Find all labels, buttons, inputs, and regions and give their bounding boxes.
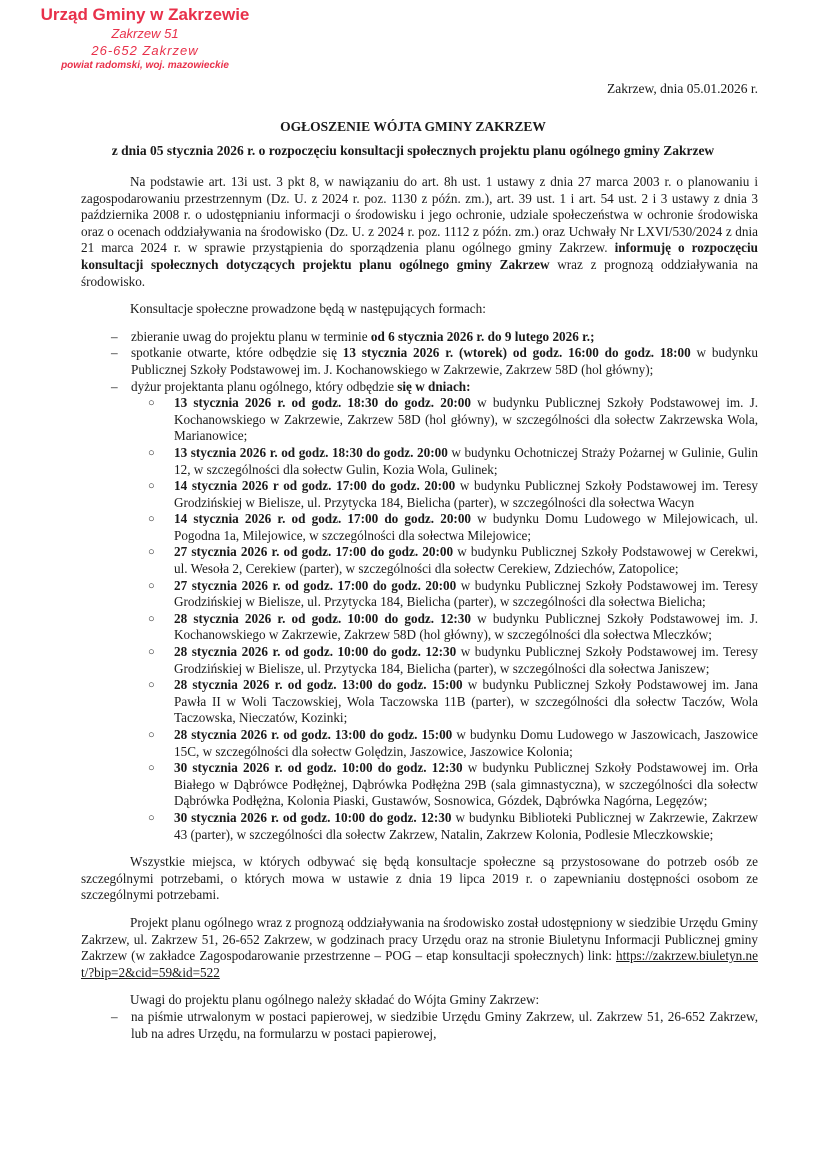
form-bold: 13 stycznia 2026 r. (wtorek) od godz. 16:00 do godz. 18:00 xyxy=(342,345,691,361)
duty-session-where: w budynku Publicznej Szkoły Podstawowej im. J. Kochanowskiego w Zakrzewie, Zakrzew 58D (hol główny), w szczególności dla sołectw Zakrzewska Wola, Marianowice; xyxy=(174,395,758,444)
duty-session-when: 27 stycznia 2026 r. od godz. 17:00 do godz. 20:00 xyxy=(174,577,457,593)
stamp-line-office: Urząd Gminy w Zakrzewie xyxy=(40,5,250,24)
duty-session-where: w budynku Domu Ludowego w Milejowicach, ul. Pogodna 1a, Milejowice, w szczególności dla sołectwa Milejowice; xyxy=(174,511,758,543)
duty-session-when: 28 stycznia 2026 r. od godz. 10:00 do godz. 12:30 xyxy=(174,644,457,660)
duty-session-when: 14 stycznia 2026 r. od godz. 17:00 do godz. 20:00 xyxy=(174,511,472,527)
duty-session-when: 27 stycznia 2026 r. od godz. 17:00 do godz. 20:00 xyxy=(174,544,454,560)
document-subtitle: z dnia 05 stycznia 2026 r. o rozpoczęciu konsultacji społecznych projektu planu ogólnego gminy Zakrzew xyxy=(111,143,715,158)
dash-bullet-icon: – xyxy=(111,345,118,361)
circle-bullet-icon: ○ xyxy=(148,446,155,459)
form-text: spotkanie otwarte, które odbędzie się xyxy=(131,345,343,361)
duty-session-where: w budynku Ochotniczej Straży Pożarnej w Gulinie, Gulin 12, w szczególności dla sołectw Gulin, Kozia Wola, Gulinek; xyxy=(174,444,758,477)
duty-session-item xyxy=(146,511,758,544)
comments-ways-list xyxy=(81,1009,758,1042)
form-text-post: w budynku Publicznej Szkoły Podstawowej im. J. Kochanowskiego w Zakrzewie, Zakrzew 58D (hol główny); xyxy=(131,345,758,377)
document-body xyxy=(81,174,758,1062)
bip-link[interactable]: https://zakrzew.biuletyn.net/?bip=2&cid=59&id=522 xyxy=(81,948,758,980)
duty-session-item xyxy=(146,760,758,810)
duty-session-where: w budynku Publicznej Szkoły Podstawowej im. Teresy Grodzińskiej w Bielisze, ul. Przytycka 184, Bielicha (parter), w szczególności dla sołectwa Bielicha; xyxy=(174,577,758,610)
comments-way-text: na piśmie utrwalonym w postaci papierowej, w siedzibie Urzędu Gminy Zakrzew, ul. Zakrzew 51, 26-652 Zakrzew, lub na adres Urzędu, na formularzu w postaci papierowej, xyxy=(131,1008,758,1041)
duty-session-item xyxy=(146,644,758,677)
stamp-line-region: powiat radomski, woj. mazowieckie xyxy=(61,60,229,71)
duty-session-where: w budynku Domu Ludowego w Jaszowicach, Jaszowice 15C, w szczególności dla sołectw Golędzin, Jaszowice, Jaszowice Kolonia; xyxy=(174,727,759,759)
duty-session-item xyxy=(146,611,758,644)
stamp-line-address: Zakrzew 51 xyxy=(111,26,179,41)
duty-session-item xyxy=(146,578,758,611)
duty-session-where: w budynku Publicznej Szkoły Podstawowej im. Teresy Grodzińskiej w Bielisze, ul. Przytycka 184, Bielicha (parter), w szczególności dla sołectwa Janiszew; xyxy=(174,644,758,676)
circle-bullet-icon: ○ xyxy=(148,397,155,410)
duty-session-item xyxy=(146,677,758,727)
forms-intro: Konsultacje społeczne prowadzone będą w następujących formach: xyxy=(130,301,486,317)
availability-paragraph xyxy=(81,915,758,981)
duty-session-item xyxy=(146,544,758,577)
duty-session-when: 30 stycznia 2026 r. od godz. 10:00 do godz. 12:30 xyxy=(174,760,463,776)
circle-bullet-icon: ○ xyxy=(148,679,155,692)
circle-bullet-icon: ○ xyxy=(148,579,155,592)
duty-session-when: 28 stycznia 2026 r. od godz. 13:00 do godz. 15:00 xyxy=(174,677,463,693)
circle-bullet-icon: ○ xyxy=(148,762,155,775)
form-bold: się w dniach: xyxy=(397,378,471,394)
duty-session-where: w budynku Publicznej Szkoły Podstawowej im. J. Kochanowskiego w Zakrzewie, Zakrzew 58D (hol główny), w szczególności dla sołectwa Mleczków; xyxy=(174,610,758,643)
circle-bullet-icon: ○ xyxy=(148,480,155,493)
duty-sessions-list xyxy=(131,395,758,843)
comments-intro: Uwagi do projektu planu ogólnego należy składać do Wójta Gminy Zakrzew: xyxy=(130,992,540,1008)
duty-session-when: 30 stycznia 2026 r. od godz. 10:00 do godz. 12:30 xyxy=(174,809,452,825)
duty-session-item xyxy=(146,445,758,478)
intro-bold-statement: informuję o rozpoczęciu konsultacji społecznych dotyczących projektu planu ogólnego gminy Zakrzew xyxy=(81,240,759,272)
circle-bullet-icon: ○ xyxy=(148,729,155,741)
header-area xyxy=(0,0,826,112)
form-text: dyżur projektanta planu ogólnego, który odbędzie xyxy=(131,378,398,394)
circle-bullet-icon: ○ xyxy=(148,513,155,526)
circle-bullet-icon: ○ xyxy=(148,546,155,559)
intro-text: Na podstawie art. 13i ust. 3 pkt 8, w nawiązaniu do art. 8h ust. 1 ustawy z dnia 27 marca 2003 r. o planowaniu i zagospodarowaniu przestrzennym (Dz. U. z 2024 r. poz. 1130 z późn. zm.), art. 39 ust. 1 i art. 54 ust. 2 i 3 ustawy z dnia 3 października 2008 r. o udostępnianiu informacji o środowisku i jego ochronie, udziale społeczeństwa w ochronie środowiska oraz o ocenach oddziaływania na środowisko (Dz. U. z 2024 r. poz. 1112 z późn. zm.) oraz Uchwały Nr LXVI/530/2024 z dnia 21 marca 2024 r. w sprawie przystąpienia do sporządzenia planu ogólnego gminy Zakrzew. xyxy=(81,174,758,256)
duty-session-where: w budynku Publicznej Szkoły Podstawowej im. Teresy Grodzińskiej w Bielisze, ul. Przytycka 184, Bielicha (parter), w szczególności dla sołectwa Wacyn xyxy=(174,478,759,510)
duty-session-item xyxy=(146,810,758,843)
dash-bullet-icon: – xyxy=(111,328,118,344)
duty-session-when: 13 stycznia 2026 r. od godz. 18:30 do godz. 20:00 xyxy=(174,395,471,411)
duty-session-item xyxy=(146,478,758,511)
duty-session-item xyxy=(146,395,758,445)
duty-session-when: 28 stycznia 2026 r. od godz. 10:00 do godz. 12:30 xyxy=(174,610,471,626)
place-date: Zakrzew, dnia 05.01.2026 r. xyxy=(607,81,758,96)
document-title: OGŁOSZENIE WÓJTA GMINY ZAKRZEW xyxy=(280,119,546,134)
availability-text: Projekt planu ogólnego wraz z prognozą oddziaływania na środowisko został udostępniony w siedzibie Urzędu Gminy Zakrzew, ul. Zakrzew 51, 26-652 Zakrzew, w godzinach pracy Urzędu oraz na stronie Biuletynu Informacji Publicznej gminy Zakrzew (w zakładce Zagospodarowanie przestrzenne – POG – etap konsultacji społecznych) link: xyxy=(81,914,758,964)
intro-paragraph xyxy=(81,174,758,290)
duty-session-when: 14 stycznia 2026 r od godz. 17:00 do godz. 20:00 xyxy=(174,478,456,494)
duty-session-where: w budynku Publicznej Szkoły Podstawowej im. Orła Białego w Dąbrówce Podłężnej, Dąbrówka Podłężna 29B (sala gimnastyczna), w szczególności dla sołectw Dąbrówka Podłężna, Kolonia Piaski, Gustawów, Sosnowica, Gózdek, Dąbrówka Nagórna, Legęzów; xyxy=(174,760,758,809)
dash-bullet-icon: – xyxy=(111,1008,118,1024)
consultation-forms-list xyxy=(81,329,758,843)
intro-tail: wraz z prognozą oddziaływania na środowisko. xyxy=(81,256,759,289)
office-stamp xyxy=(10,4,280,73)
duty-session-where: w budynku Publicznej Szkoły Podstawowej im. Jana Pawła II w Woli Taczowskiej, Wola Taczowska 11B (parter), w szczególności dla sołectw Taczów, Wola Taczowska, Nieczatów, Kozinki; xyxy=(174,677,758,726)
dash-bullet-icon: – xyxy=(111,378,118,394)
form-item-open-meeting xyxy=(81,345,758,378)
circle-bullet-icon: ○ xyxy=(148,646,155,659)
accessibility-paragraph: Wszystkie miejsca, w których odbywać się będą konsultacje społeczne są przystosowane do potrzeb osób ze szczególnymi potrzebami, o których mowa w ustawie z dnia 19 lipca 2019 r. o zapewnianiu dostępności osobom ze szczególnymi potrzebami. xyxy=(81,854,758,903)
duty-session-item xyxy=(146,727,758,760)
form-item-designer-duty xyxy=(81,379,758,844)
comments-way-item xyxy=(81,1009,758,1042)
duty-session-when: 28 stycznia 2026 r. od godz. 13:00 do godz. 15:00 xyxy=(174,727,453,742)
stamp-line-postcode: 26-652 Zakrzew xyxy=(91,43,199,58)
duty-session-where: w budynku Biblioteki Publicznej w Zakrzewie, Zakrzew 43 (parter), w szczególności dla sołectw Zakrzew, Natalin, Zakrzew Kolonia, Podlesie Mleczkowskie; xyxy=(174,809,759,842)
circle-bullet-icon: ○ xyxy=(148,612,155,625)
duty-session-where: w budynku Publicznej Szkoły Podstawowej w Cerekwi, ul. Wesoła 2, Cerekiew (parter), w szczególności dla sołectw Cerekiew, Zdziechów, Zatopolice; xyxy=(174,544,758,577)
form-item-comments xyxy=(81,329,758,346)
form-bold: od 6 stycznia 2026 r. do 9 lutego 2026 r.; xyxy=(370,328,595,344)
form-text: zbieranie uwag do projektu planu w terminie xyxy=(131,328,371,344)
circle-bullet-icon: ○ xyxy=(148,811,155,824)
duty-session-when: 13 stycznia 2026 r. od godz. 18:30 do godz. 20:00 xyxy=(174,444,448,460)
